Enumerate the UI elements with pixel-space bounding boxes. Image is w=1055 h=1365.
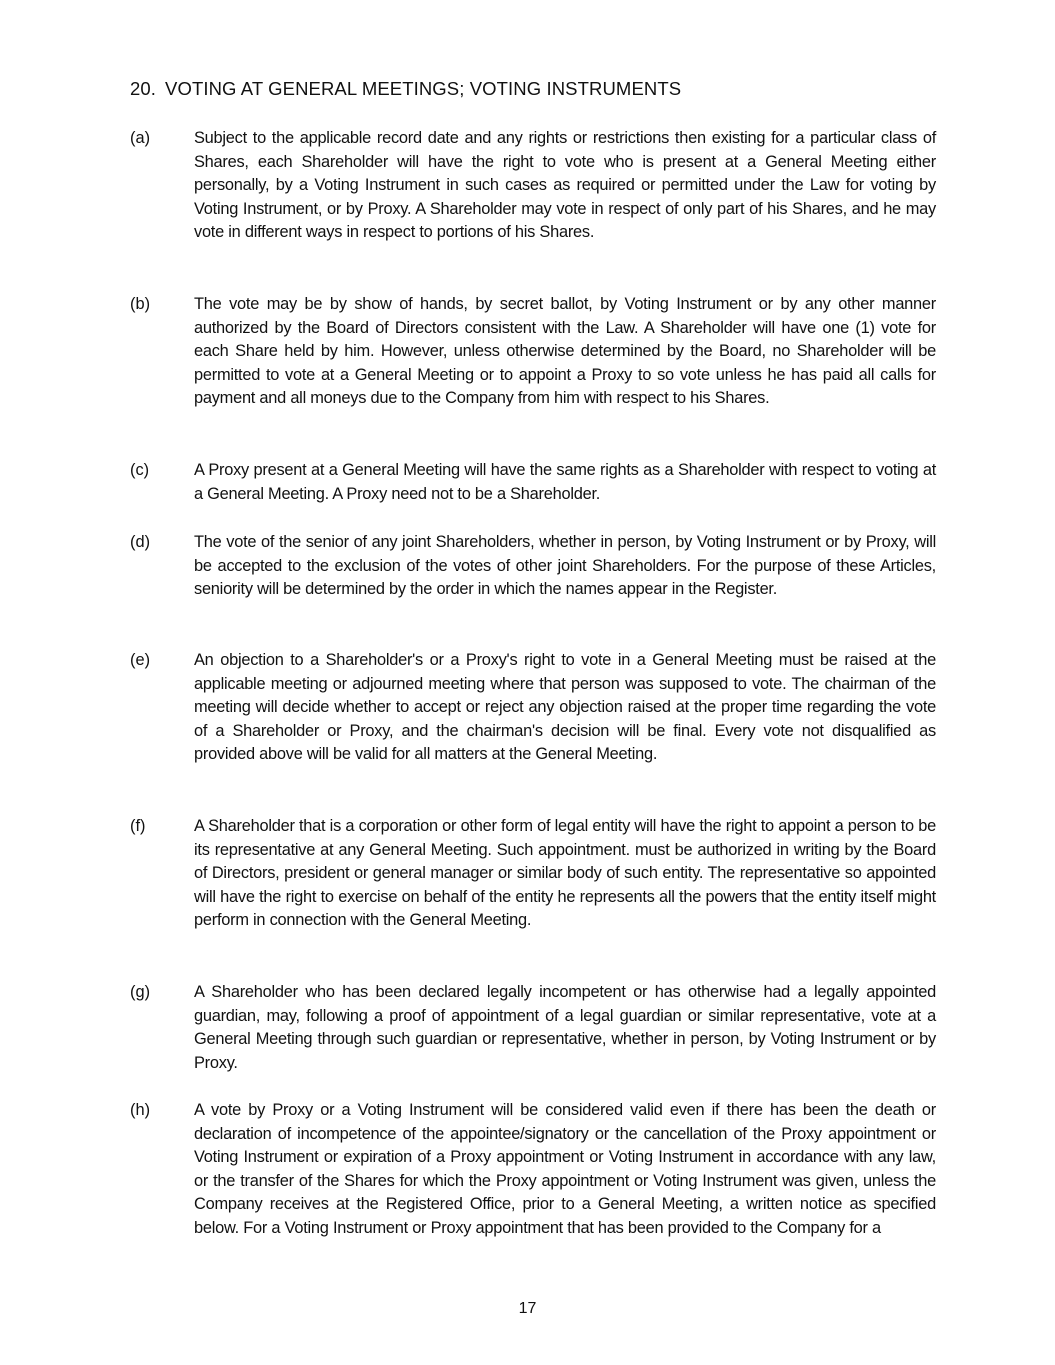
- paragraph-label: (d): [130, 533, 151, 551]
- paragraph-text: An objection to a Shareholder's or a Proxy's right to vote in a General Meeting must be raised at the applicable meeting or adjourned meeting where that person was supposed to vote. The chairman of the meeting will decide whether to accept or reject any objection raised at the proper time regarding the vote of a Shareholder or Proxy, and the chairman's decision will be final. Every vote not disqualified as provided above will be valid for all matters at the General Meeting.: [194, 651, 936, 763]
- paragraph-e: [130, 649, 936, 767]
- paragraph-text: A vote by Proxy or a Voting Instrument will be considered valid even if there has been the death or declaration of incompetence of the appointee/signatory or the cancellation of the Proxy appointment or Voting Instrument or expiration of a Proxy appointment or Voting Instrument in accordance with any law, or the transfer of the Shares for which the Proxy appointment or Voting Instrument was given, unless the Company receives at the Registered Office, prior to a General Meeting, a written notice as specified below. For a Voting Instrument or Proxy appointment that has been provided to the Company for a: [194, 1101, 936, 1237]
- paragraph-text: Subject to the applicable record date and any rights or restrictions then existing for a particular class of Shares, each Shareholder will have the right to vote who is present at a General Meeting either personally, by a Voting Instrument in such cases as required or permitted under the Law for voting by Voting Instrument, or by Proxy. A Shareholder may vote in respect of only part of his Shares, and he may vote in different ways in respect to portions of his Shares.: [194, 129, 936, 241]
- paragraph-label: (f): [130, 817, 146, 835]
- page-number: 17: [518, 1300, 537, 1317]
- section-heading: [130, 78, 681, 100]
- paragraph-g: [130, 981, 936, 1075]
- paragraph-d: [130, 531, 936, 602]
- paragraph-a: [130, 127, 936, 245]
- paragraph-label: (e): [130, 651, 151, 669]
- paragraph-text: A Shareholder that is a corporation or other form of legal entity will have the right to appoint a person to be its representative at any General Meeting. Such appointment. must be authorized in writing by the Board of Directors, president or general manager or similar body of such entity. The representative so appointed will have the right to exercise on behalf of the entity he represents all the powers that the entity itself might perform in connection with the General Meeting.: [194, 817, 936, 929]
- paragraph-label: (b): [130, 295, 151, 313]
- paragraph-label: (g): [130, 983, 151, 1001]
- paragraph-label: (c): [130, 461, 150, 479]
- paragraph-h: [130, 1099, 936, 1240]
- paragraph-f: [130, 815, 936, 933]
- paragraph-text: The vote may be by show of hands, by secret ballot, by Voting Instrument or by any other manner authorized by the Board of Directors consistent with the Law. A Shareholder will have one (1) vote for each Share held by him. However, unless otherwise determined by the Board, no Shareholder will be permitted to vote at a General Meeting or to appoint a Proxy to so vote unless he has paid all calls for payment and all moneys due to the Company from him with respect to his Shares.: [194, 295, 936, 407]
- paragraph-label: (a): [130, 129, 151, 147]
- paragraph-text: A Proxy present at a General Meeting will have the same rights as a Shareholder with respect to voting at a General Meeting. A Proxy need not to be a Shareholder.: [194, 461, 936, 503]
- paragraph-label: (h): [130, 1101, 151, 1119]
- paragraph-text: The vote of the senior of any joint Shareholders, whether in person, by Voting Instrument or by Proxy, will be accepted to the exclusion of the votes of other joint Shareholders. For the purpose of these Articles, seniority will be determined by the order in which the names appear in the Register.: [194, 533, 936, 598]
- paragraph-b: [130, 293, 936, 411]
- paragraph-text: A Shareholder who has been declared legally incompetent or has otherwise had a legally appointed guardian, may, following a proof of appointment of a legal guardian or similar representative, vote at a General Meeting through such guardian or representative, whether in person, by Voting Instrument or by Proxy.: [194, 983, 936, 1072]
- paragraph-c: [130, 459, 936, 506]
- section-title: VOTING AT GENERAL MEETINGS; VOTING INSTRUMENTS: [165, 78, 682, 99]
- section-number: 20.: [130, 78, 157, 99]
